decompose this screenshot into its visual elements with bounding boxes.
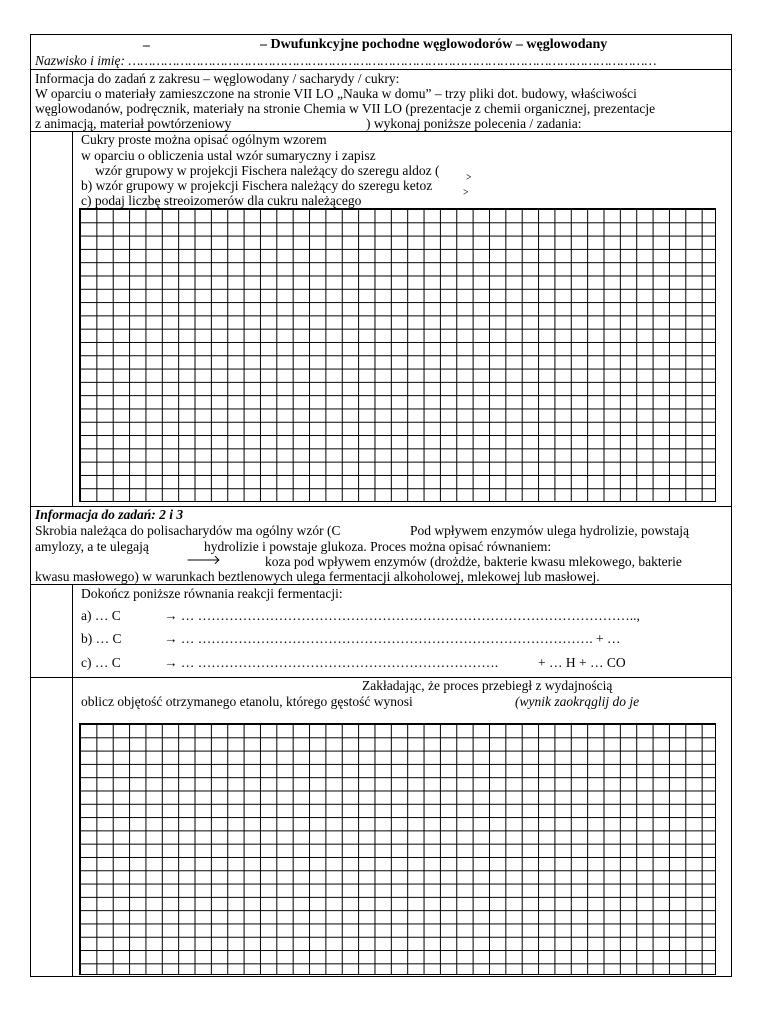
task3-line2: oblicz objętość otrzymanego etanolu, którego gęstość wynosi	[81, 694, 413, 709]
info2-heading: Informacja do zadań: 2 i 3	[35, 507, 184, 522]
divider	[30, 69, 732, 70]
info1-line4a: z animacją, materiał powtórzeniowy	[35, 116, 232, 131]
answer-grid-1[interactable]	[79, 208, 716, 502]
info1-line4b: ) wykonaj poniższe polecenia / zadania:	[366, 116, 582, 131]
info1-line1: Informacja do zadań z zakresu – węglowodany / sacharydy / cukry:	[35, 71, 400, 86]
info2-line2a: amylozy, a te ulegają	[35, 539, 149, 554]
task3-line1: Zakładając, że proces przebiegł z wydajnością	[362, 678, 613, 693]
equation-b-right[interactable]: → … ……………………………………………………………………………. + …	[164, 631, 621, 646]
task-number-column	[72, 584, 73, 977]
arrow-icon: 🡒	[186, 553, 221, 568]
equation-b-left: b) … C	[81, 631, 122, 646]
info1-line2: W oparciu o materiały zamieszczone na stronie VII LO „Nauka w domu” – trzy pliki dot. budowy, właściwości	[35, 86, 637, 101]
task1-line2: w oparciu o obliczenia ustal wzór sumaryczny i zapisz	[81, 148, 376, 163]
task-number-column	[72, 131, 73, 506]
equation-c-right[interactable]: → … ………………………………………………………….	[164, 655, 499, 670]
equation-a-right[interactable]: → … ……………………………………………………………………………………..,	[164, 608, 640, 623]
task1-line3: wzór grupowy w projekcji Fischera należący do szeregu aldoz (	[95, 163, 440, 178]
info2-line2b: hydrolizie i powstaje glukoza. Proces można opisać równaniem:	[204, 539, 552, 554]
task1-line1: Cukry proste można opisać ogólnym wzorem	[81, 132, 327, 147]
name-field-label[interactable]: Nazwisko i imię: ……………………………………………………………………………………………………………………	[35, 53, 657, 68]
info2-line1a: Skrobia należąca do polisacharydów ma ogólny wzór (C	[35, 523, 341, 538]
equation-a-left: a) … C	[81, 608, 121, 623]
task1-line5: c) podaj liczbę streoizomerów dla cukru należącego	[81, 193, 362, 208]
task1-line4: b) wzór grupowy w projekcji Fischera należący do szeregu ketoz	[81, 178, 433, 193]
chevron-icon: ﹥	[459, 184, 473, 199]
info2-line4: kwasu masłowego) w warunkach beztlenowych ulega fermentacji alkoholowej, mlekowej lub masłowej.	[35, 569, 600, 584]
divider	[30, 584, 732, 585]
equation-c-tail: + … H + … CO	[538, 655, 626, 670]
equation-c-left: c) … C	[81, 655, 121, 670]
info1-line3: węglowodanów, podręcznik, materiały na stronie Chemia w VII LO (prezentacje z chemii organicznej, prezentacje	[35, 101, 656, 116]
chevron-icon: ﹥	[462, 169, 476, 184]
task2-intro: Dokończ poniższe równania reakcji fermentacji:	[81, 586, 343, 601]
info2-line3: koza pod wpływem enzymów (drożdże, bakterie kwasu mlekowego, bakterie	[265, 554, 682, 569]
task3-note: (wynik zaokrąglij do je	[515, 694, 640, 709]
title-dash: –	[143, 37, 150, 52]
answer-grid-2[interactable]	[79, 723, 716, 975]
page-title: – Dwufunkcyjne pochodne węglowodorów – węglowodany	[260, 37, 608, 52]
info2-line1b: Pod wpływem enzymów ulega hydrolizie, powstają	[410, 523, 689, 538]
